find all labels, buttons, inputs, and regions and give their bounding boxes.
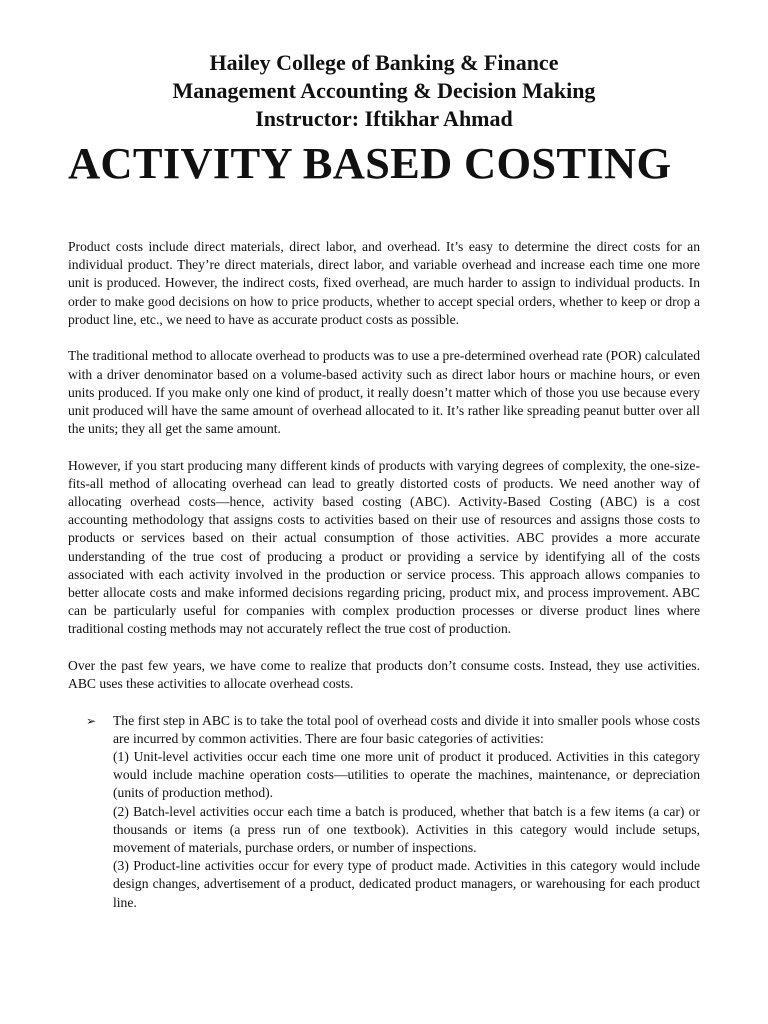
bullet-product-line: (3) Product-line activities occur for every type of product made. Activities in this category would include design changes, advertisement of a product, dedicated product managers, or warehousing for each product line. bbox=[113, 858, 700, 910]
paragraph-activities: Over the past few years, we have come to realize that products don’t consume costs. Instead, they use activities. ABC uses these activities to allocate overhead costs. bbox=[68, 657, 700, 692]
course-name: Management Accounting & Decision Making bbox=[172, 78, 596, 103]
arrow-bullet-icon: ➢ bbox=[86, 713, 97, 728]
instructor-name: Instructor: Iftikhar Ahmad bbox=[255, 106, 513, 131]
document-body bbox=[68, 238, 700, 912]
document-header bbox=[0, 49, 768, 133]
college-name: Hailey College of Banking & Finance bbox=[209, 50, 559, 75]
bullet-list-item bbox=[68, 712, 700, 912]
page-title: ACTIVITY BASED COSTING bbox=[68, 138, 672, 188]
paragraph-intro: Product costs include direct materials, direct labor, and overhead. It’s easy to determine the direct costs for an individual product. They’re direct materials, direct labor, and variable overhead and increase each time one more unit is produced. However, the indirect costs, fixed overhead, are much harder to assign to individual products. In order to make good decisions on how to price products, whether to accept special orders, whether to keep or drop a product line, etc., we need to have as accurate product costs as possible. bbox=[68, 239, 700, 327]
bullet-first-step: The first step in ABC is to take the total pool of overhead costs and divide it into smaller pools whose costs are incurred by common activities. There are four basic categories of activities: bbox=[113, 712, 700, 746]
paragraph-traditional-method: The traditional method to allocate overhead to products was to use a pre-determined overhead rate (POR) calculated with a driver denominator based on a volume-based activity such as direct labor hours or machine hours, or even units produced. If you make only one kind of product, it really doesn’t matter which of those you use because every unit produced will have the same amount of overhead allocated to it. It’s rather like spreading peanut butter over all the units; they all get the same amount. bbox=[68, 348, 700, 437]
paragraph-abc-definition: However, if you start producing many different kinds of products with varying degrees of complexity, the one-size-fits-all method of allocating overhead can lead to greatly distorted costs of products. We need another way of allocating overhead costs—hence, activity based costing (ABC). Activity-Based Costing (ABC) is a cost accounting methodology that assigns costs to activities based on their use of resources and assigns those costs to products or services based on their actual consumption of those activities. ABC provides a more accurate understanding of the true cost of producing a product or providing a service by identifying all of the costs associated with each activity involved in the production or service process. This approach allows companies to better allocate costs and make informed decisions regarding pricing, product mix, and process improvement. ABC can be particularly useful for companies with complex production processes or diverse product lines where traditional costing methods may not accurately reflect the true cost of production. bbox=[68, 457, 700, 637]
bullet-unit-level: (1) Unit-level activities occur each time one more unit of product it produced. Activities in this category would include machine operation costs—utilities to operate the machines, maintenance, or depreciation (units of production method). bbox=[113, 749, 700, 801]
bullet-batch-level: (2) Batch-level activities occur each time a batch is produced, whether that batch is a few items (a car) or thousands or items (a press run of one textbook). Activities in this category would include setups, movement of materials, purchase orders, or number of inspections. bbox=[113, 803, 700, 856]
